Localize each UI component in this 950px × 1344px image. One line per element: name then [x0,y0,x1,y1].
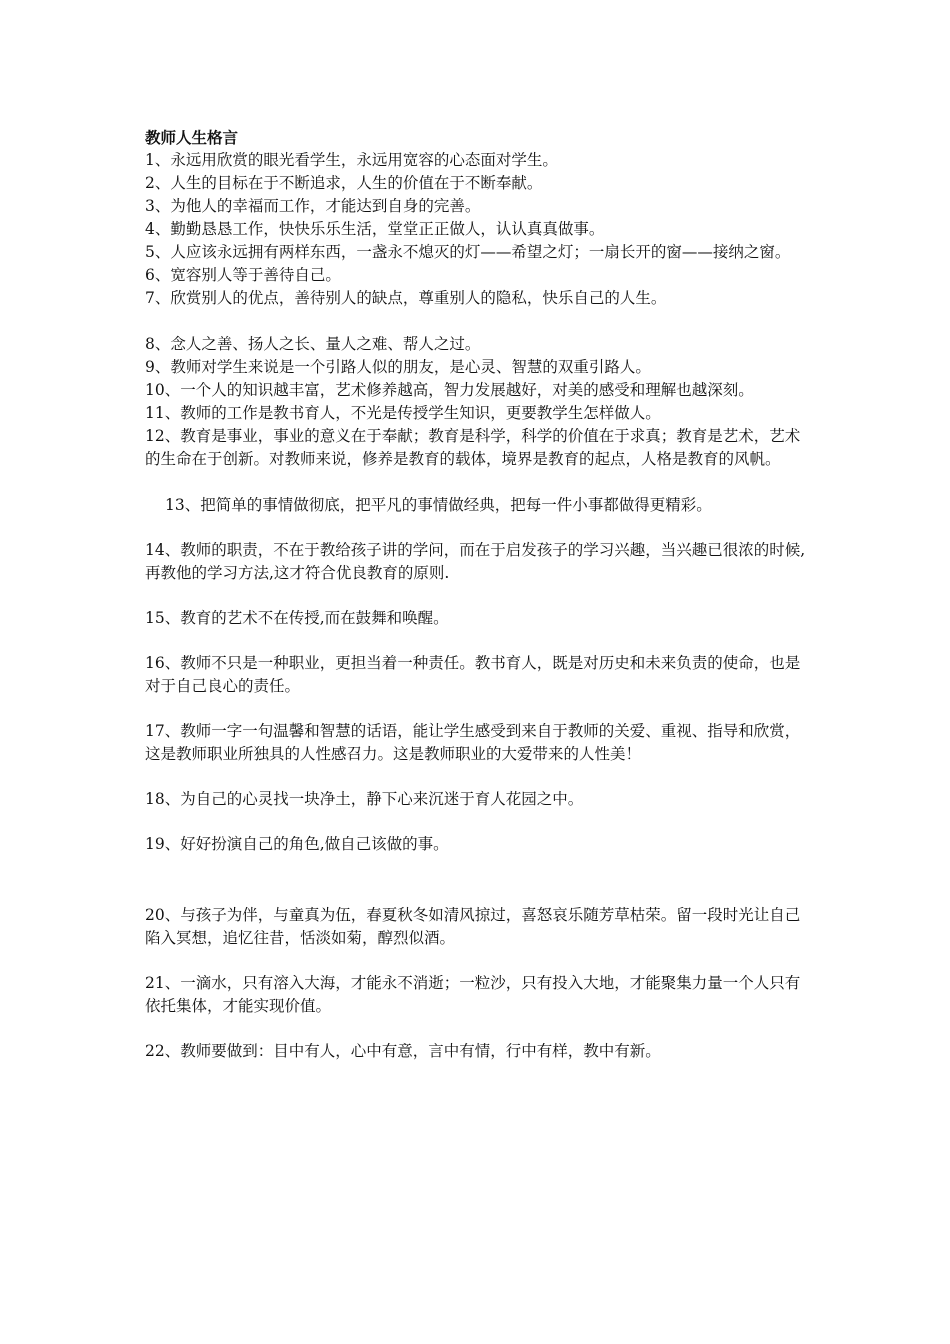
motto-item: 1、永远用欣赏的眼光看学生，永远用宽容的心态面对学生。 [145,151,558,169]
motto-item: 3、为他人的幸福而工作，才能达到自身的完善。 [145,197,481,215]
motto-item: 2、人生的目标在于不断追求，人生的价值在于不断奉献。 [145,174,543,192]
motto-item: 6、宽容别人等于善待自己。 [145,266,341,284]
motto-item: 11、教师的工作是教书育人，不光是传授学生知识，更要教学生怎样做人。 [145,404,661,422]
document-title: 教师人生格言 [145,128,239,147]
paragraph-gap [145,766,815,788]
motto-item: 9、教师对学生来说是一个引路人似的朋友，是心灵、智慧的双重引路人。 [145,358,651,376]
motto-item: 14、教师的职责，不在于教给孩子讲的学问，而在于启发孩子的学习兴趣，当兴趣已很浓的时候,再教他的学习方法,这才符合优良教育的原则. [145,541,806,582]
paragraph-gap [145,471,815,494]
motto-item: 5、人应该永远拥有两样东西，一盏永不熄灭的灯——希望之灯；一扇长开的窗——接纳之窗。 [145,243,791,261]
paragraph-gap [145,856,815,904]
motto-item: 21、一滴水，只有溶入大海，才能永不消逝；一粒沙，只有投入大地，才能聚集力量一个人只有依托集体，才能实现价值。 [145,974,801,1015]
document-page [145,126,815,1063]
paragraph-gap [145,698,815,720]
motto-item: 10、一个人的知识越丰富，艺术修养越高，智力发展越好，对美的感受和理解也越深刻。 [145,381,754,399]
motto-item: 19、好好扮演自己的角色,做自己该做的事。 [145,835,449,853]
motto-item: 7、欣赏别人的优点，善待别人的缺点，尊重别人的隐私，快乐自己的人生。 [145,289,667,307]
paragraph-gap [145,811,815,833]
motto-item: 12、教育是事业，事业的意义在于奉献；教育是科学，科学的价值在于求真；教育是艺术，艺术的生命在于创新。对教师来说，修养是教育的载体，境界是教育的起点，人格是教育的风帆。 [145,427,801,468]
paragraph-gap [145,630,815,652]
motto-item: 8、念人之善、扬人之长、量人之难、帮人之过。 [145,335,481,353]
paragraph-gap [145,585,815,607]
motto-item: 13、把简单的事情做彻底，把平凡的事情做经典，把每一件小事都做得更精彩。 [165,496,712,514]
paragraph-gap [145,950,815,972]
motto-item: 20、与孩子为伴，与童真为伍，春夏秋冬如清风掠过，喜怒哀乐随芳草枯荣。留一段时光让自己陷入冥想，追忆往昔，恬淡如菊，醇烈似酒。 [145,906,801,947]
motto-item: 15、教育的艺术不在传授,而在鼓舞和唤醒。 [145,609,449,627]
motto-item: 17、教师一字一句温馨和智慧的话语，能让学生感受到来自于教师的关爱、重视、指导和欣赏，这是教师职业所独具的人性感召力。这是教师职业的大爱带来的人性美！ [145,722,801,763]
motto-item: 22、教师要做到：目中有人，心中有意，言中有情，行中有样，教中有新。 [145,1042,661,1060]
motto-item: 16、教师不只是一种职业，更担当着一种责任。教书育人，既是对历史和未来负责的使命，也是对于自己良心的责任。 [145,654,801,695]
paragraph-gap [145,1018,815,1040]
paragraph-gap [145,310,815,333]
motto-item: 18、为自己的心灵找一块净土，静下心来沉迷于育人花园之中。 [145,790,584,808]
motto-item: 4、勤勤恳恳工作，快快乐乐生活，堂堂正正做人，认认真真做事。 [145,220,605,238]
paragraph-gap [145,517,815,539]
